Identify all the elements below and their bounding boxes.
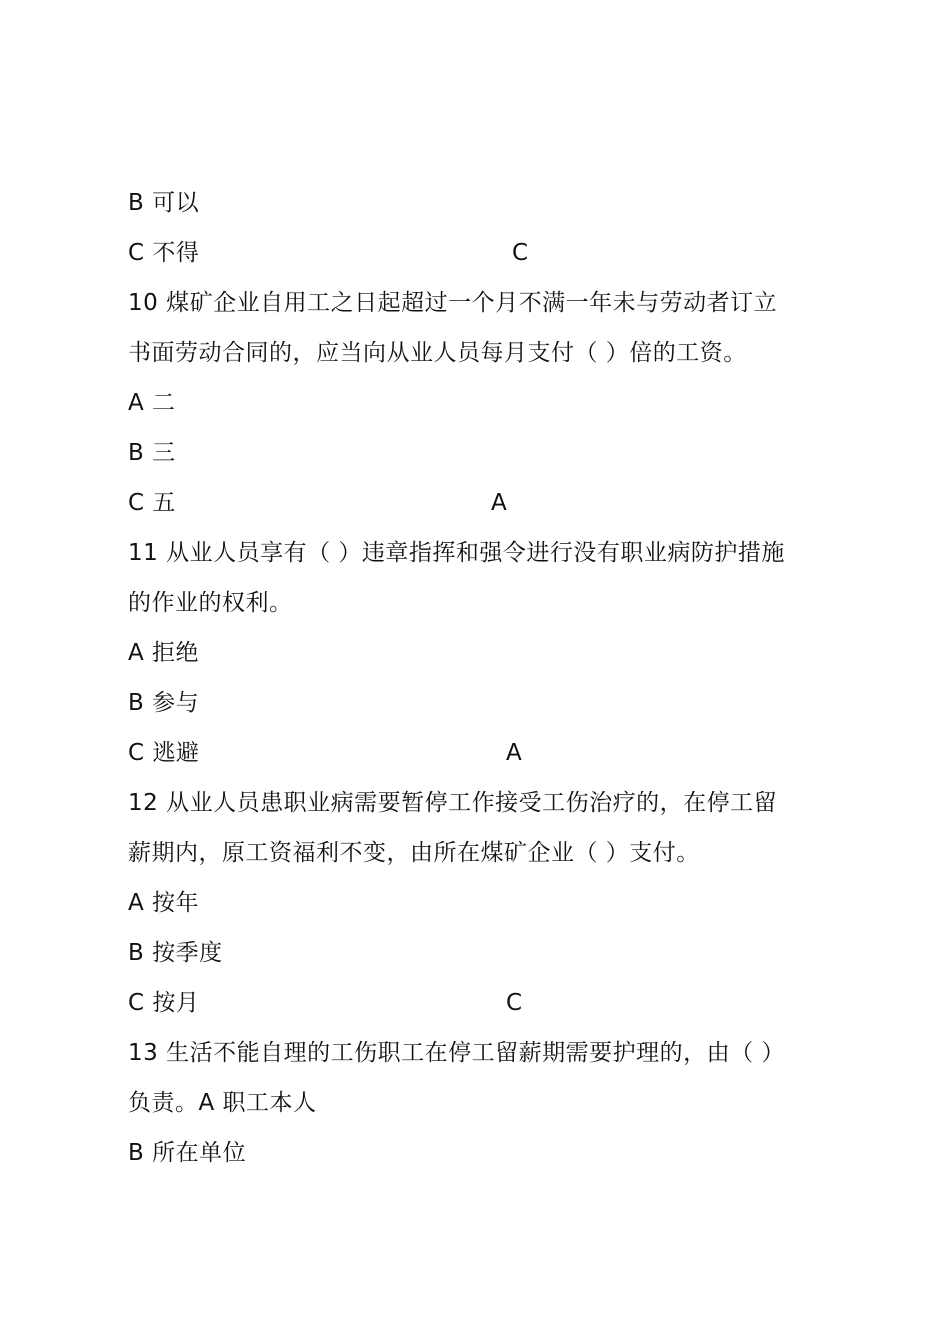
question-11-line-2: 的作业的权利。 — [128, 590, 293, 616]
option-b-q12: B 按季度 — [128, 940, 223, 966]
answer-q10: A — [491, 490, 507, 516]
question-12-line-2: 薪期内，原工资福利不变，由所在煤矿企业（ ）支付。 — [128, 840, 700, 866]
option-a-q10: A 二 — [128, 390, 176, 416]
option-c-q10: C 五 — [128, 490, 176, 516]
question-11-line-1: 11 从业人员享有（ ）违章指挥和强令进行没有职业病防护措施 — [128, 540, 785, 566]
option-a-q12: A 按年 — [128, 890, 200, 916]
option-c-q12: C 按月 — [128, 990, 200, 1016]
option-b-q9: B 可以 — [128, 190, 200, 216]
option-c-q11: C 逃避 — [128, 740, 200, 766]
question-13-line-1: 13 生活不能自理的工伤职工在停工留薪期需要护理的，由（ ） — [128, 1040, 785, 1066]
option-b-q10: B 三 — [128, 440, 176, 466]
option-a-q11: A 拒绝 — [128, 640, 200, 666]
answer-q11: A — [506, 740, 522, 766]
question-12-line-1: 12 从业人员患职业病需要暂停工作接受工伤治疗的，在停工留 — [128, 790, 778, 816]
question-10-line-1: 10 煤矿企业自用工之日起超过一个月不满一年未与劳动者订立 — [128, 290, 778, 316]
question-13-line-2: 负责。A 职工本人 — [128, 1090, 317, 1116]
answer-q12: C — [506, 990, 523, 1016]
question-10-line-2: 书面劳动合同的，应当向从业人员每月支付（ ）倍的工资。 — [128, 340, 747, 366]
option-b-q11: B 参与 — [128, 690, 200, 716]
option-c-q9: C 不得 — [128, 240, 200, 266]
option-b-q13: B 所在单位 — [128, 1140, 247, 1166]
answer-q9: C — [512, 240, 529, 266]
